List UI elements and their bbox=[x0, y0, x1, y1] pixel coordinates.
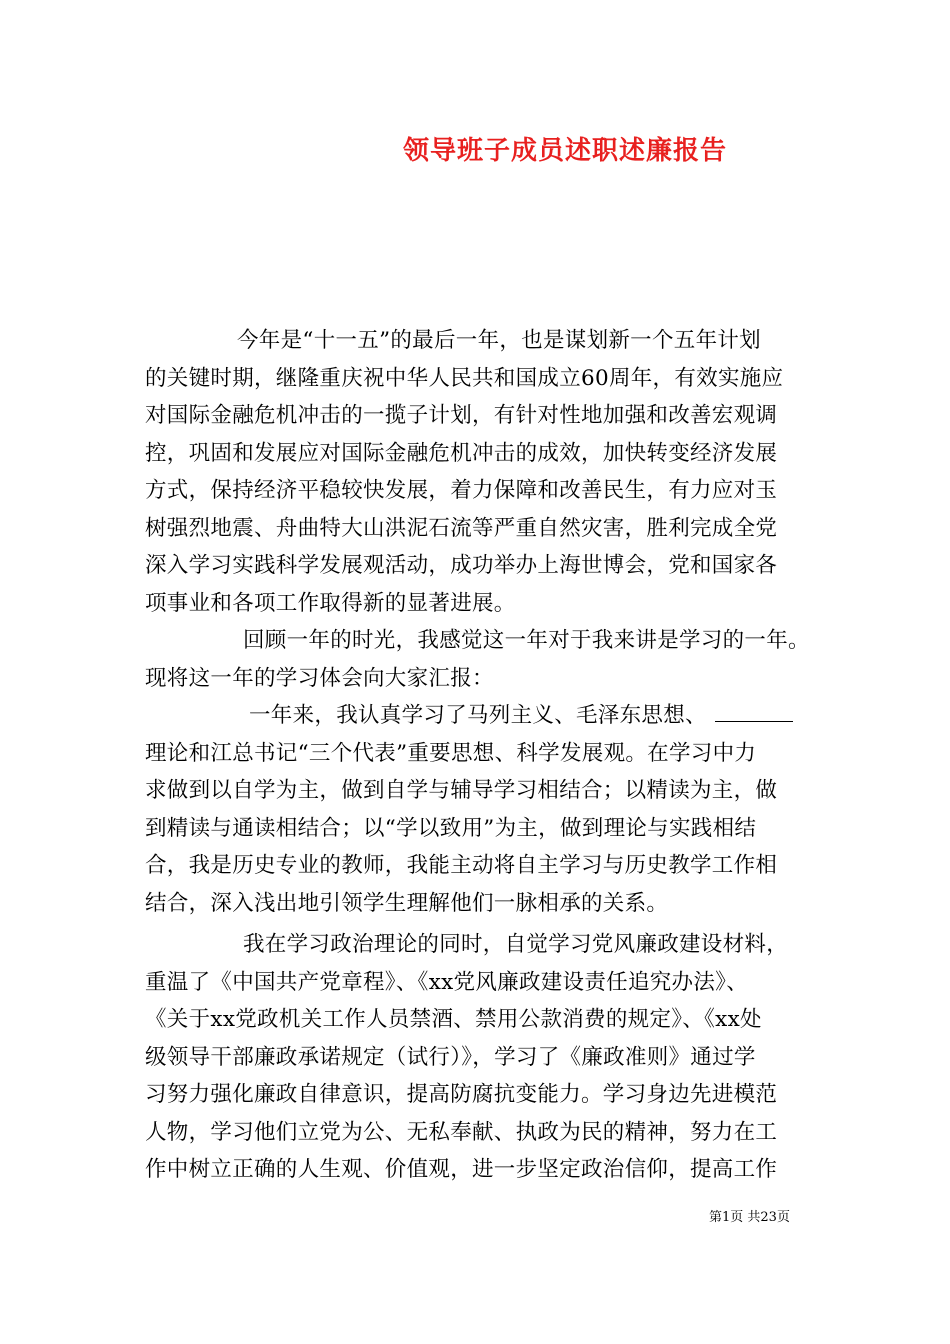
paragraph-1-line-6: 树强烈地震、舟曲特大山洪泥石流等严重自然灾害，胜利完成全党 bbox=[145, 515, 778, 541]
paragraph-3-line-1 bbox=[145, 697, 805, 735]
paragraph-1-line-1: 今年是“十一五”的最后一年，也是谋划新一个五年计划 bbox=[237, 328, 761, 353]
paragraph-1-line-2: 的关键时期，继隆重庆祝中华人民共和国成立60周年，有效实施应 bbox=[145, 365, 784, 391]
paragraph-3-line-4: 到精读与通读相结合；以“学以致用”为主，做到理论与实践相结 bbox=[145, 815, 757, 841]
paragraph-1-line-8: 项事业和各项工作取得新的显著进展。 bbox=[145, 590, 516, 616]
paragraph-3-line-5: 合，我是历史专业的教师，我能主动将自主学习与历史教学工作相 bbox=[145, 853, 778, 878]
paragraph-4-line-7: 作中树立正确的人生观、价值观，进一步坚定政治信仰，提高工作 bbox=[145, 1157, 778, 1182]
paragraph-4-line-2: 重温了《中国共产党章程》、《xx党风廉政建设责任追究办法》、 bbox=[145, 969, 749, 995]
page-number-footer: 第1页 共23页 bbox=[709, 1210, 790, 1225]
paragraph-4-line-6: 人物，学习他们立党为公、无私奉献、执政为民的精神，努力在工 bbox=[145, 1119, 778, 1145]
paragraph-1-line-4: 控，巩固和发展应对国际金融危机冲击的成效，加快转变经济发展 bbox=[145, 440, 778, 466]
paragraph-2-line-2: 现将这一年的学习体会向大家汇报： bbox=[145, 665, 494, 691]
document-title: 领导班子成员述职述廉报告 bbox=[402, 136, 727, 166]
paragraph-3-line-2: 理论和江总书记“三个代表”重要思想、科学发展观。在学习中力 bbox=[145, 740, 757, 766]
paragraph-4-line-4: 级领导干部廉政承诺规定（试行）》，学习了《廉政准则》通过学 bbox=[145, 1044, 756, 1070]
paragraph-3-line-3: 求做到以自学为主，做到自学与辅导学习相结合；以精读为主，做 bbox=[145, 778, 778, 803]
paragraph-1-line-3: 对国际金融危机冲击的一揽子计划，有针对性地加强和改善宏观调 bbox=[145, 403, 778, 428]
paragraph-4-line-3: 《关于xx党政机关工作人员禁酒、禁用公款消费的规定》、《xx处 bbox=[145, 1007, 762, 1032]
fill-in-blank bbox=[715, 701, 793, 722]
paragraph-3-line-6: 结合，深入浅出地引领学生理解他们一脉相承的关系。 bbox=[145, 890, 669, 916]
paragraph-2-line-1: 回顾一年的时光，我感觉这一年对于我来讲是学习的一年。 bbox=[243, 628, 810, 653]
document-body bbox=[145, 322, 810, 1189]
paragraph-1-line-5: 方式，保持经济平稳较快发展，着力保障和改善民生，有力应对玉 bbox=[145, 478, 778, 503]
paragraph-4-line-5: 习努力强化廉政自律意识，提高防腐抗变能力。学习身边先进模范 bbox=[145, 1082, 778, 1107]
paragraph-3-line-1-text: 一年来，我认真学习了马列主义、毛泽东思想、 bbox=[249, 703, 707, 728]
paragraph-4-line-1: 我在学习政治理论的同时，自觉学习党风廉政建设材料， bbox=[243, 932, 789, 957]
paragraph-1-line-7: 深入学习实践科学发展观活动，成功举办上海世博会，党和国家各 bbox=[145, 553, 778, 578]
